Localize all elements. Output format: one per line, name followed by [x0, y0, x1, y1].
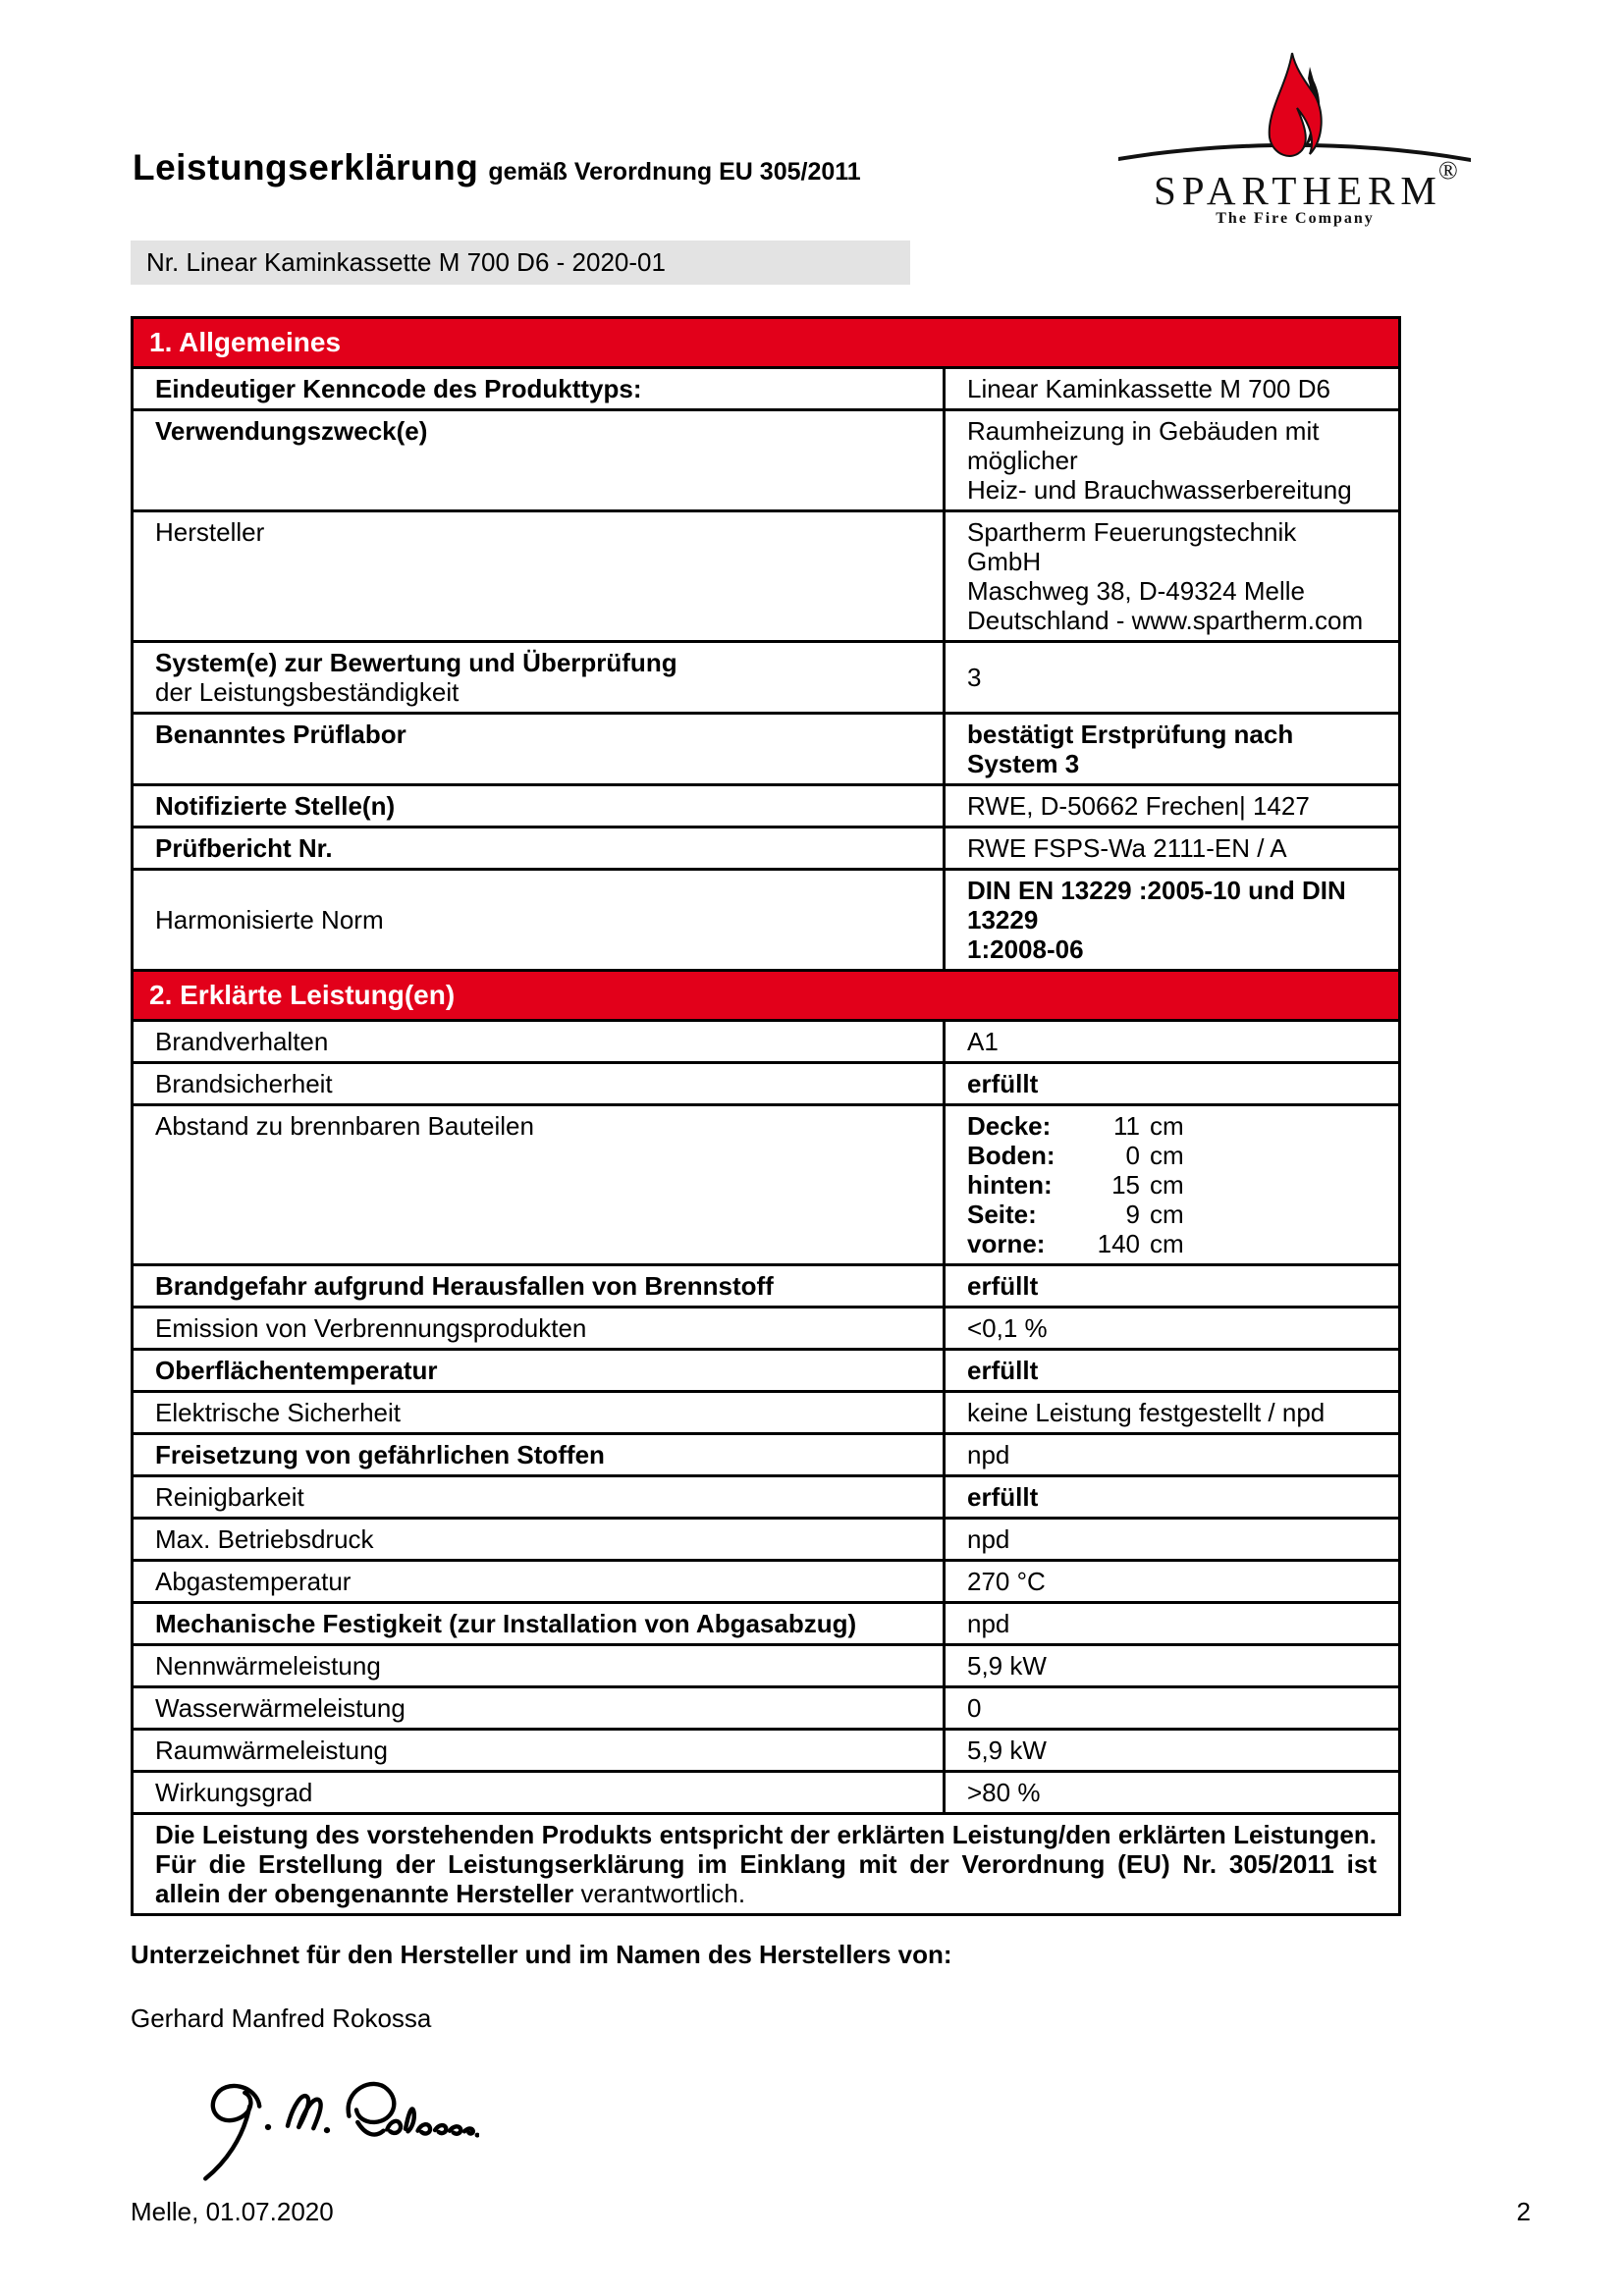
row-label: Brandsicherheit [133, 1063, 945, 1105]
row-value: 5,9 kW [945, 1645, 1400, 1687]
row-label: Wirkungsgrad [133, 1772, 945, 1814]
row-abstand [133, 1105, 1400, 1265]
row-label: Wasserwärmeleistung [133, 1687, 945, 1730]
declaration-text-regular: verantwortlich. [580, 1879, 746, 1908]
row-value [945, 511, 1400, 642]
row-declaration [133, 1814, 1400, 1915]
signature-k [406, 2109, 414, 2131]
distance-label: vorne: [967, 1229, 1046, 1258]
row-label: Reinigbarkeit [133, 1476, 945, 1519]
title-suffix: gemäß Verordnung EU 305/2011 [488, 158, 861, 186]
row-hersteller [133, 511, 1400, 642]
value-line: Raumheizung in Gebäuden mit möglicher [967, 416, 1320, 475]
row-notifizierte-stelle [133, 785, 1400, 828]
row-value: RWE, D-50662 Frechen| 1427 [945, 785, 1400, 828]
label-line: der Leistungsbeständigkeit [155, 677, 460, 707]
row-value [945, 410, 1400, 511]
row-kenncode [133, 368, 1400, 410]
row-value [945, 870, 1400, 971]
signer-name: Gerhard Manfred Rokossa [131, 2003, 432, 2033]
logo-graphic [1114, 49, 1480, 236]
row-pruefbericht [133, 828, 1400, 870]
row-value: 3 [945, 642, 1400, 714]
row-label: Oberflächentemperatur [133, 1350, 945, 1392]
row-value: <0,1 % [945, 1308, 1400, 1350]
row-nennwaermeleistung [133, 1645, 1400, 1687]
row-value: 0 [945, 1687, 1400, 1730]
row-value: erfüllt [945, 1063, 1400, 1105]
value-line: Maschweg 38, D-49324 Melle [967, 576, 1305, 606]
distance-value: 9 [1125, 1200, 1140, 1229]
row-label: Notifizierte Stelle(n) [133, 785, 945, 828]
row-label: Benanntes Prüflabor [133, 714, 945, 785]
row-emission [133, 1308, 1400, 1350]
row-label: Elektrische Sicherheit [133, 1392, 945, 1434]
distance-label: Decke: [967, 1111, 1052, 1141]
declaration-table [131, 316, 1401, 1916]
section-2-heading: 2. Erklärte Leistung(en) [133, 971, 1400, 1021]
footer-place-date: Melle, 01.07.2020 [131, 2197, 334, 2226]
row-label [133, 642, 945, 714]
row-betriebsdruck [133, 1519, 1400, 1561]
distance-unit: cm [1150, 1111, 1184, 1141]
row-label: Mechanische Festigkeit (zur Installation von Abgasabzug) [133, 1603, 945, 1645]
distance-value: 0 [1125, 1141, 1140, 1170]
signature-o1 [387, 2121, 401, 2133]
row-reinigbarkeit [133, 1476, 1400, 1519]
row-label: Nennwärmeleistung [133, 1645, 945, 1687]
row-value: erfüllt [945, 1265, 1400, 1308]
row-harmonisierte-norm [133, 870, 1400, 971]
product-number-bar: Nr. Linear Kaminkassette M 700 D6 - 2020-01 [131, 240, 910, 285]
distance-list [967, 1111, 1377, 1258]
signing-statement: Unterzeichnet für den Hersteller und im Namen des Herstellers von: [131, 1940, 952, 1969]
spartherm-logo [1114, 49, 1480, 240]
row-label: Freisetzung von gefährlichen Stoffen [133, 1434, 945, 1476]
footer-page-number: 2 [1516, 2197, 1531, 2226]
row-value: 270 °C [945, 1561, 1400, 1603]
row-abgastemperatur [133, 1561, 1400, 1603]
row-value: A1 [945, 1021, 1400, 1063]
distance-value: 11 [1113, 1111, 1140, 1141]
signature-a [464, 2128, 473, 2133]
signature-r-bowl [349, 2084, 395, 2122]
row-label: Max. Betriebsdruck [133, 1519, 945, 1561]
row-wasserwaermeleistung [133, 1687, 1400, 1730]
distance-label: hinten: [967, 1170, 1053, 1200]
value-line: Spartherm Feuerungstechnik GmbH [967, 517, 1297, 576]
row-system [133, 642, 1400, 714]
signature-dot-1 [265, 2124, 271, 2130]
row-raumwaermeleistung [133, 1730, 1400, 1772]
row-label: Abgastemperatur [133, 1561, 945, 1603]
row-brandsicherheit [133, 1063, 1400, 1105]
section-2-header-row [133, 971, 1400, 1021]
registered-mark-icon: ® [1438, 156, 1458, 185]
row-verwendungszweck [133, 410, 1400, 511]
distance-label: Boden: [967, 1141, 1056, 1170]
flame-icon [1270, 53, 1322, 156]
row-label: Emission von Verbrennungsprodukten [133, 1308, 945, 1350]
value-line: Heiz- und Brauchwasserbereitung [967, 475, 1352, 505]
row-freisetzung [133, 1434, 1400, 1476]
row-label: Prüfbericht Nr. [133, 828, 945, 870]
distance-value: 15 [1111, 1170, 1140, 1200]
distance-unit: cm [1150, 1141, 1184, 1170]
distance-value: 140 [1097, 1229, 1140, 1258]
row-oberflaechentemperatur [133, 1350, 1400, 1392]
row-value: 5,9 kW [945, 1730, 1400, 1772]
row-label: Eindeutiger Kenncode des Produkttyps: [133, 368, 945, 410]
logo-brand-text: SPARTHERM [1154, 168, 1442, 213]
value-line: DIN EN 13229 :2005-10 und DIN 13229 [967, 876, 1346, 934]
value-line: Deutschland - www.spartherm.com [967, 606, 1364, 635]
signature-o2 [418, 2124, 431, 2133]
declaration-text-bold: Die Leistung des vorstehenden Produkts entspricht der erklärten Leistung/den erklärten Leistungen. Für die Erstellung der Leistungserklärung im Einklang mit der Verordnung (EU) Nr. 305/2011 ist allein der obengenannte Hersteller [155, 1820, 1377, 1908]
signature-s1 [435, 2125, 446, 2133]
row-elektrische-sicherheit [133, 1392, 1400, 1434]
page-title [133, 147, 861, 188]
row-label: Brandgefahr aufgrund Herausfallen von Brennstoff [133, 1265, 945, 1308]
row-label: Raumwärmeleistung [133, 1730, 945, 1772]
row-value: npd [945, 1603, 1400, 1645]
signature-dot-2 [324, 2127, 330, 2133]
row-brandgefahr [133, 1265, 1400, 1308]
value-line: 1:2008-06 [967, 934, 1084, 964]
row-value: npd [945, 1434, 1400, 1476]
row-value: Linear Kaminkassette M 700 D6 [945, 368, 1400, 410]
signature-s2 [450, 2126, 460, 2133]
handwritten-signature [185, 2044, 479, 2209]
row-value [945, 1105, 1400, 1265]
signature-initial-m-2 [298, 2100, 320, 2128]
section-1-header-row [133, 318, 1400, 368]
row-label: Brandverhalten [133, 1021, 945, 1063]
row-value: erfüllt [945, 1350, 1400, 1392]
row-value: bestätigt Erstprüfung nach System 3 [945, 714, 1400, 785]
signature-initial-g [213, 2086, 259, 2120]
row-label: Harmonisierte Norm [133, 870, 945, 971]
distance-label: Seite: [967, 1200, 1037, 1229]
logo-tagline: The Fire Company [1216, 210, 1375, 227]
signature-area [185, 2044, 1401, 2214]
row-value: keine Leistung festgestellt / npd [945, 1392, 1400, 1434]
row-label: Hersteller [133, 511, 945, 642]
row-label: Verwendungszweck(e) [133, 410, 945, 511]
title-main: Leistungserklärung [133, 147, 479, 187]
row-label: Abstand zu brennbaren Bauteilen [133, 1105, 945, 1265]
document-body [131, 316, 1401, 2214]
row-value: RWE FSPS-Wa 2111-EN / A [945, 828, 1400, 870]
row-prueflabor [133, 714, 1400, 785]
row-wirkungsgrad [133, 1772, 1400, 1814]
declaration-paragraph [133, 1814, 1400, 1915]
signature-dot-3 [475, 2133, 479, 2138]
row-value: >80 % [945, 1772, 1400, 1814]
row-value: npd [945, 1519, 1400, 1561]
section-1-heading: 1. Allgemeines [133, 318, 1400, 368]
label-line: System(e) zur Bewertung und Überprüfung [155, 648, 677, 677]
distance-unit: cm [1150, 1170, 1184, 1200]
row-value: erfüllt [945, 1476, 1400, 1519]
distance-unit: cm [1150, 1200, 1184, 1229]
row-brandverhalten [133, 1021, 1400, 1063]
distance-unit: cm [1150, 1229, 1184, 1258]
row-mechanische-festigkeit [133, 1603, 1400, 1645]
